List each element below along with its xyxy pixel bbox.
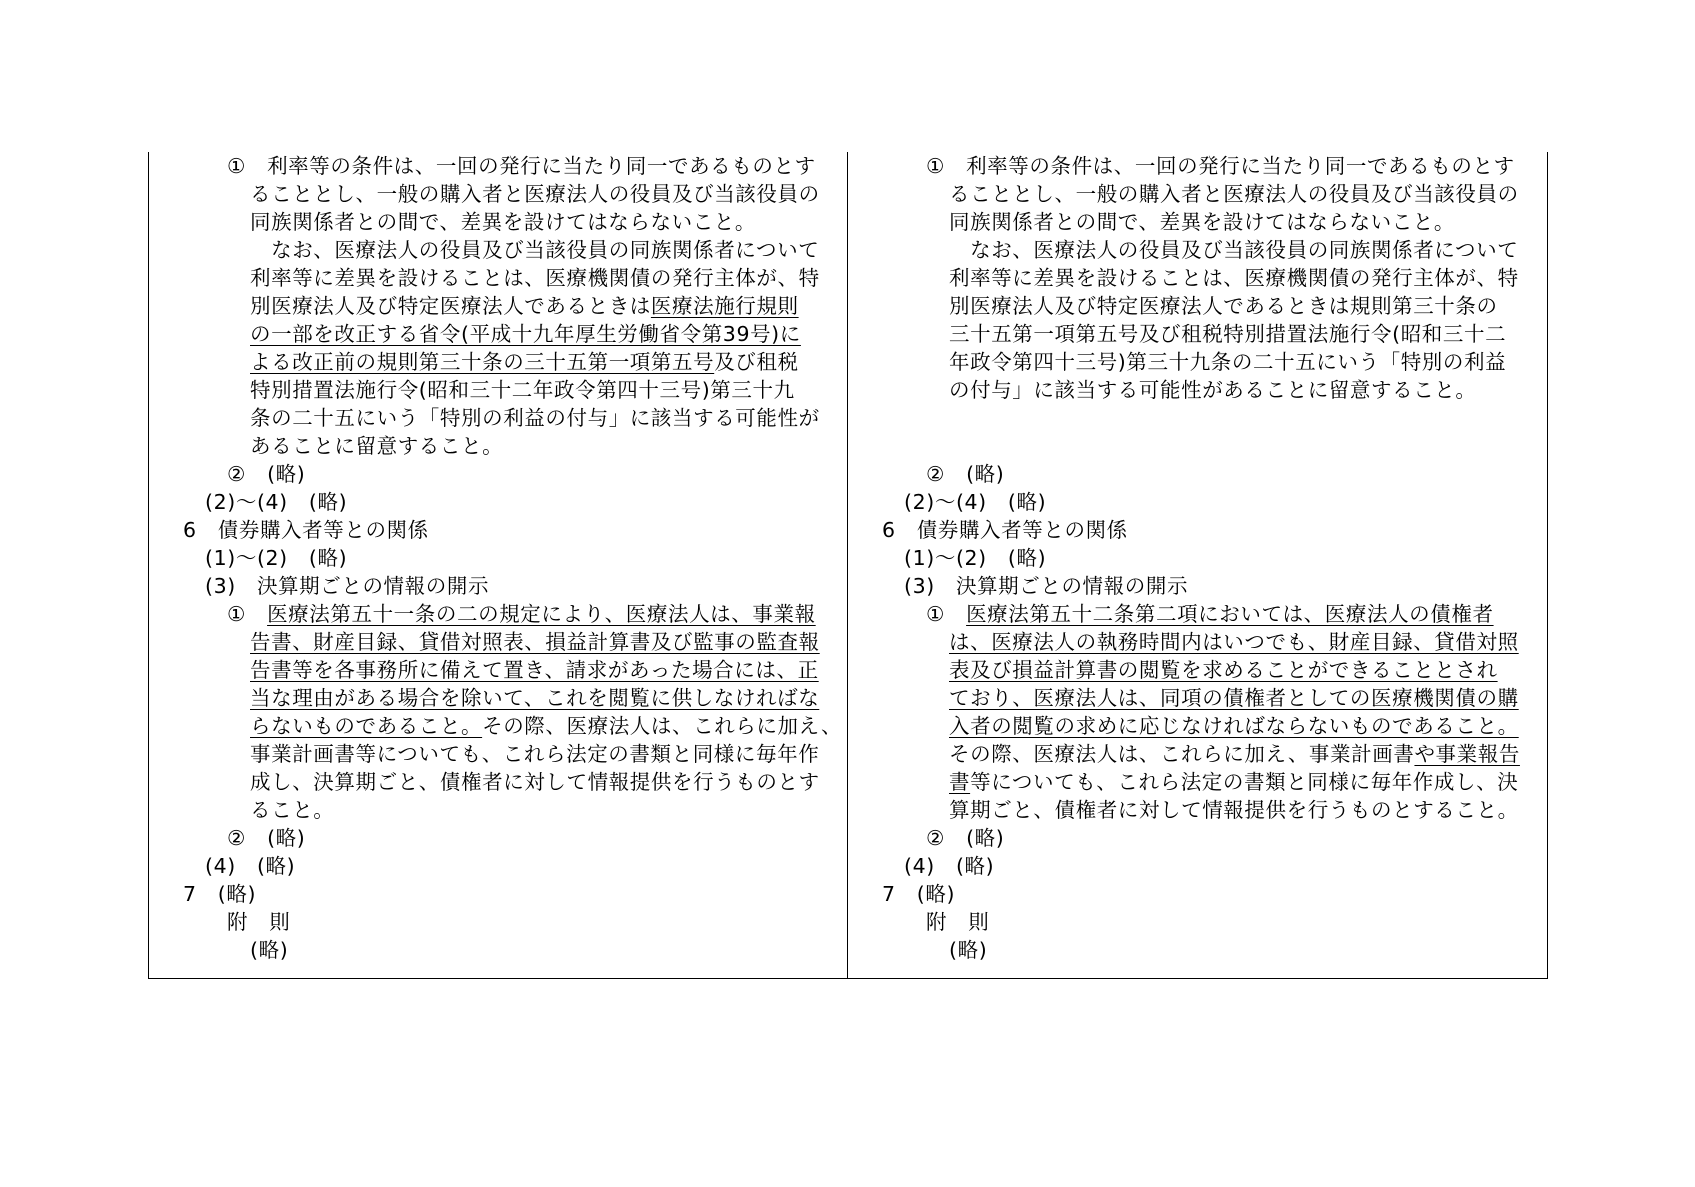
underlined-text: 告書、財産目録、貸借対照表、損益計算書及び監事の監査報 [250,630,820,654]
text-segment: 条の二十五にいう「特別の利益の付与」に該当する可能性が [250,406,820,430]
underlined-text: 書 [949,770,971,794]
right-text-line [949,712,1519,740]
underlined-text: 医療法第五十二条第二項においては、医療法人の債権者 [966,602,1494,626]
text-segment: 年政令第四十三号)第三十九条の二十五にいう「特別の利益 [949,350,1507,374]
text-segment: (略) [949,938,988,962]
text-segment: (4) (略) [205,854,296,878]
left-text-line [227,600,816,628]
text-segment: 7 (略) [882,882,956,906]
left-text-line [250,180,820,208]
text-segment: 成し、決算期ごと、債権者に対して情報提供を行うものとす [250,770,820,794]
right-text-line [949,264,1519,292]
right-text-line [949,376,1477,404]
text-segment: 利率等に差異を設けることは、医療機関債の発行主体が、特 [250,266,820,290]
right-text-line [882,880,955,908]
text-segment: あることに留意すること。 [250,434,504,458]
left-text-line [250,264,820,292]
left-text-line [250,796,334,824]
underlined-text: 表及び損益計算書の閲覧を求めることができることとされ [949,658,1498,682]
right-text-line [949,208,1455,236]
left-text-line [227,908,290,936]
text-segment: ることとし、一般の購入者と医療法人の役員及び当該役員の [250,182,820,206]
text-segment: なお、医療法人の役員及び当該役員の同族関係者について [250,238,820,262]
underlined-text: 医療法第五十一条の二の規定により、医療法人は、事業報 [267,602,816,626]
text-segment: (1)～(2) (略) [904,546,1047,570]
right-text-line [949,684,1519,712]
left-text-line [250,236,819,264]
text-segment: ることとし、一般の購入者と医療法人の役員及び当該役員の [949,182,1519,206]
left-text-line [250,656,819,684]
right-text-line [904,544,1046,572]
left-text-line [227,460,305,488]
underlined-text: ており、医療法人は、同項の債権者としての医療機関債の購 [949,686,1519,710]
text-segment: ② (略) [227,462,306,486]
underlined-text: や事業報告 [1414,742,1520,766]
left-text-line [250,404,820,432]
text-segment: 附 則 [926,910,990,934]
underlined-text: らないものであること。 [250,714,483,738]
text-segment: 利率等に差異を設けることは、医療機関債の発行主体が、特 [949,266,1519,290]
text-segment: ① 利率等の条件は、一回の発行に当たり同一であるものとす [926,154,1515,178]
right-text-line [949,180,1519,208]
text-segment: 三十五第一項第五号及び租税特別措置法施行令(昭和三十二 [949,322,1507,346]
underlined-text: 告書等を各事務所に備えて置き、請求があった場合には、正 [250,658,819,682]
right-text-line [904,488,1046,516]
left-text-line [227,824,305,852]
text-segment: ② (略) [926,826,1005,850]
underlined-text: の一部を改正する省令(平成十九年厚生労働省令第39号)に [250,322,801,346]
left-text-line [250,628,820,656]
left-text-line [250,936,288,964]
left-text-line [250,376,795,404]
right-text-line [949,936,987,964]
right-text-line [949,740,1520,768]
text-segment: ① [926,602,967,626]
left-text-line [250,432,503,460]
left-text-line [250,320,801,348]
underlined-text: よる改正前の規則第三十条の三十五第一項第五号 [250,350,715,374]
text-segment: (2)～(4) (略) [904,490,1047,514]
text-segment: (4) (略) [904,854,995,878]
underlined-text: 医療法施行規則 [650,294,799,318]
right-text-line [926,600,1494,628]
left-text-line [250,348,799,376]
left-text-line [250,768,820,796]
right-text-line [949,656,1498,684]
right-text-line [949,320,1506,348]
right-column-current [848,152,1547,978]
left-text-line [250,740,819,768]
text-segment: 算期ごと、債権者に対して情報提供を行うものとすること。 [949,798,1519,822]
right-text-line [926,152,1515,180]
text-segment: 及び租税 [714,350,799,374]
right-text-line [904,572,1188,600]
text-segment: 事業計画書等についても、これら法定の書類と同様に毎年作 [250,742,820,766]
left-text-line [250,292,799,320]
left-column-revised [149,152,848,978]
text-segment: 7 (略) [183,882,257,906]
text-segment: 特別措置法施行令(昭和三十二年政令第四十三号)第三十九 [250,378,795,402]
underlined-text: 入者の閲覧の求めに応じなければならないものであること。 [949,714,1519,738]
left-text-line [205,488,347,516]
text-segment: (3) 決算期ごとの情報の開示 [904,574,1189,598]
text-segment: ① [227,602,268,626]
right-text-line [926,908,989,936]
underlined-text: は、医療法人の執務時間内はいつでも、財産目録、貸借対照 [949,630,1519,654]
text-segment: (3) 決算期ごとの情報の開示 [205,574,490,598]
text-segment: 等についても、これら法定の書類と同様に毎年作成し、決 [970,770,1519,794]
text-segment: 6 債券購入者等との関係 [183,518,429,542]
right-text-line [949,292,1498,320]
left-text-line [205,852,295,880]
text-segment: ② (略) [227,826,306,850]
right-text-line [949,768,1518,796]
left-text-line [205,572,489,600]
left-text-line [250,684,819,712]
left-text-line [183,880,256,908]
text-segment: その際、医療法人は、これらに加え、 [482,714,843,738]
text-segment: 附 則 [227,910,291,934]
left-text-line [183,516,429,544]
right-text-line [926,460,1004,488]
text-segment: ② (略) [926,462,1005,486]
text-segment: の付与」に該当する可能性があることに留意すること。 [949,378,1477,402]
text-segment: 別医療法人及び特定医療法人であるときは規則第三十条の [949,294,1498,318]
right-text-line [949,628,1519,656]
text-segment: ① 利率等の条件は、一回の発行に当たり同一であるものとす [227,154,816,178]
left-text-line [250,208,756,236]
right-text-line [882,516,1128,544]
text-segment: 同族関係者との間で、差異を設けてはならないこと。 [250,210,756,234]
text-segment: (2)～(4) (略) [205,490,348,514]
right-text-line [926,824,1004,852]
text-segment: (略) [250,938,289,962]
left-text-line [227,152,816,180]
right-text-line [904,852,994,880]
right-text-line [949,236,1518,264]
text-segment: 6 債券購入者等との関係 [882,518,1128,542]
text-segment: (1)～(2) (略) [205,546,348,570]
underlined-text: 当な理由がある場合を除いて、これを閲覧に供しなければな [250,686,820,710]
left-text-line [205,544,347,572]
right-text-line [949,796,1519,824]
text-segment: 別医療法人及び特定医療法人であるときは [250,294,651,318]
text-segment: ること。 [250,798,335,822]
comparison-table [148,152,1548,979]
left-text-line [250,712,842,740]
text-segment: その際、医療法人は、これらに加え、事業計画書 [949,742,1415,766]
text-segment: 同族関係者との間で、差異を設けてはならないこと。 [949,210,1455,234]
text-segment: なお、医療法人の役員及び当該役員の同族関係者について [949,238,1519,262]
right-text-line [949,348,1506,376]
